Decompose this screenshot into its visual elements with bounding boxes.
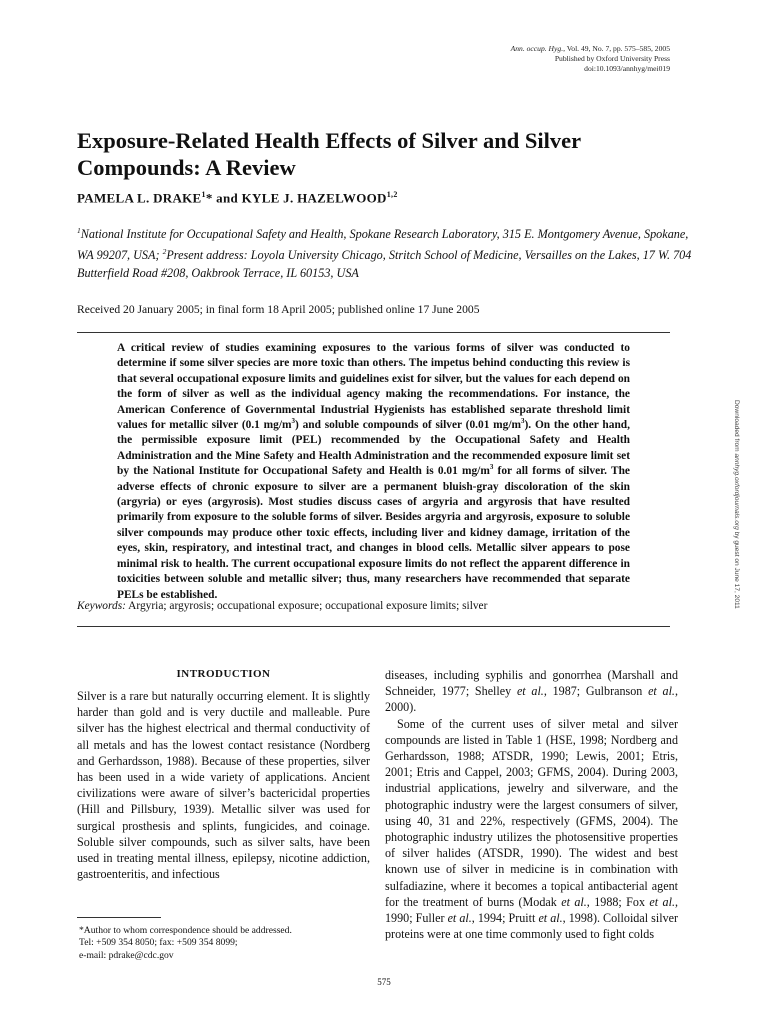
abstract-sup-b: 3 (521, 417, 525, 426)
journal-header (511, 44, 670, 74)
footnote-phone: Tel: +509 354 8050; fax: +509 354 8099; (79, 937, 238, 949)
authors (77, 190, 398, 206)
abstract-sup-a: 3 (291, 417, 295, 426)
footnote-correspondence: *Author to whom correspondence should be addressed. (79, 925, 292, 936)
abstract (117, 341, 630, 603)
author-2-affil: 1,2 (386, 190, 398, 199)
journal-name: Ann. occup. Hyg. (510, 44, 564, 53)
intro-paragraph-1-cont: diseases, including syphilis and gonorrhea (Marshall and Schneider, 1977; Shelley et al., 1987; Gulbranson et al., 2000). (385, 668, 678, 715)
affil-1-mark: 1 (77, 226, 81, 235)
author-1[interactable]: PAMELA L. DRAKE (77, 190, 202, 206)
footnote-email[interactable]: e-mail: pdrake@cdc.gov (79, 949, 174, 961)
journal-citation: , Vol. 49, No. 7, pp. 575–585, 2005 (563, 44, 670, 53)
section-heading-introduction: INTRODUCTION (176, 668, 271, 680)
divider-top (77, 332, 670, 333)
sidenote-post: by guest on June 17, 2011 (733, 529, 740, 609)
author-1-affil: 1 (201, 190, 206, 199)
abstract-part-3: ). On the other hand, the permissible exposure limit (PEL) recommended by the Occupational Safety and Health Administration and the Mine Safety and Health Administration and the recommended exposure limit set by the National Institute for Occupational Safety and Health is 0.01 mg/m (117, 419, 630, 478)
sidenote-pre: Downloaded from (733, 400, 740, 454)
affil-2-text: Present address: Loyola University Chicago, Stritch School of Medicine, Versailles on the Lakes, 17 W. 704 Butterfield Road #208, Oakbrook Terrace, IL 60153, USA (77, 248, 692, 281)
received-dates: Received 20 January 2005; in final form 18 April 2005; published online 17 June 2005 (77, 303, 480, 316)
column-right (385, 667, 678, 942)
intro-paragraph-2: Some of the current uses of silver metal and silver compounds are listed in Table 1 (HSE, 1998; Nordberg and Gerhardsson, 1988; ATSDR, 1990; Lewis, 2001; Etris, 2001; Etris and Cappel, 2003; GFMS, 2004). During 2003, industrial applications, jewelry and silverware, and the photographic industry were the largest consumers of silver, using 40, 31 and 22%, respectively (GFMS, 2004). The photographic industry utilizes the photosensitive properties of silver halides (ATSDR, 1990). The widest and best known use of silver in medicine is in combination with sulfadiazine, where it becomes a topical antibacterial agent for the treatment of burns (Modak et al., 1988; Fox et al., 1990; Fuller et al., 1994; Pruitt et al., 1998). Colloidal silver proteins were at one time commonly used to fight colds (385, 716, 679, 942)
column-left (77, 688, 370, 882)
publisher: Published by Oxford University Press (554, 54, 670, 63)
affil-1-text: National Institute for Occupational Safety and Health, Spokane Research Laboratory, 315 E. Montgomery Avenue, Spokane, WA 99207, USA; (77, 227, 689, 263)
keywords-label: Keywords: (77, 600, 126, 612)
keywords (77, 600, 677, 612)
abstract-part-2: ) and soluble compounds of silver (0.01 mg/m (295, 419, 522, 432)
author-2[interactable]: KYLE J. HAZELWOOD (241, 190, 387, 206)
divider-bottom (77, 626, 670, 627)
affiliations (77, 222, 697, 282)
article-title: Exposure-Related Health Effects of Silver and Silver Compounds: A Review (77, 128, 581, 180)
abstract-sup-c: 3 (489, 463, 494, 472)
footnote-rule (77, 917, 161, 918)
doi: doi:10.1093/annhyg/mei019 (584, 64, 670, 73)
author-connector: * and (205, 190, 242, 206)
intro-paragraph-1: Silver is a rare but naturally occurring element. It is slightly harder than gold and is very ductile and malleable. Pure silver has the highest electrical and thermal conductivity of all metals and has the lowest contact resistance (Nordberg and Gerhardsson, 1988). Because of these properties, silver has been used in a wide variety of applications. Ancient civilizations were aware of silver’s bactericidal properties (Hill and Pillsbury, 1939). Metallic silver was used for surgical prosthesis and splints, fungicides, and coinage. Soluble silver compounds, such as silver salts, have been used in treating mental illness, epilepsy, nicotine addiction, gastroenteritis, and infectious (77, 689, 370, 882)
affil-2-mark: 2 (162, 247, 167, 257)
sidenote-link[interactable]: annhyg.oxfordjournals.org (733, 453, 740, 530)
page-number: 575 (377, 977, 391, 987)
footnote (79, 925, 369, 962)
download-sidenote (733, 400, 740, 660)
abstract-part-4: for all forms of silver. The adverse effects of chronic exposure to silver are a permanent bluish-gray discoloration of the skin (argyria) or eyes (argyrosis). Most studies discuss cases of argyria and argyrosis that have resulted primarily from exposure to the soluble forms of silver. Besides argyria and argyrosis, exposure to soluble silver compounds may produce other toxic effects, including liver and kidney damage, irritation of the eyes, skin, respiratory, and intestinal tract, and changes in blood cells. Metallic silver appears to pose minimal risk to health. The current occupational exposure limits do not reflect the apparent difference in toxicities between soluble and metallic silver; thus, many researchers have recommended that separate PELs be established. (117, 465, 630, 601)
keywords-text: Argyria; argyrosis; occupational exposure; occupational exposure limits; silver (125, 600, 488, 612)
abstract-part-1: A critical review of studies examining exposures to the various forms of silver was conducted to determine if some silver species are more toxic than others. The impetus behind conducting this review is that several occupational exposure limits and guidelines exist for silver, but the values for each depend on the form of silver as well as the individual agency making the recommendations. For instance, the American Conference of Governmental Industrial Hygienists has established separate threshold limit values for metallic silver (0.1 mg/m (117, 342, 630, 432)
